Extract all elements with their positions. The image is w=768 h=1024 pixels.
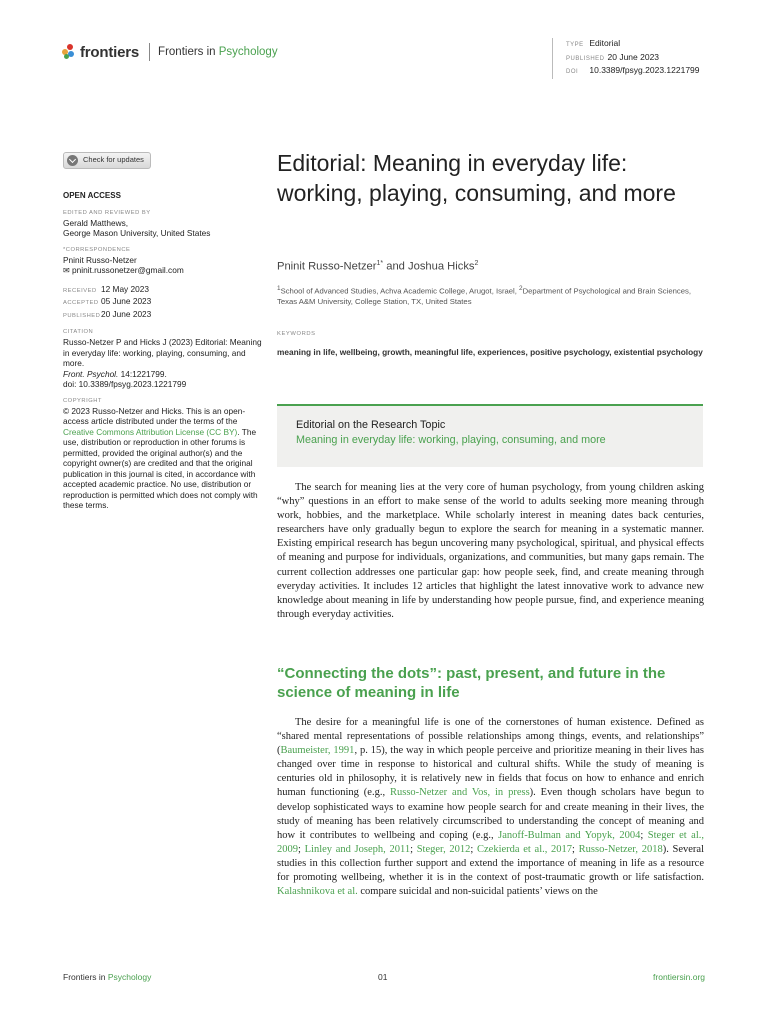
keywords-label: KEYWORDS xyxy=(277,331,316,337)
section-heading: “Connecting the dots”: past, present, and future in the science of meaning in life xyxy=(277,665,666,701)
reference-link[interactable]: Kalashnikova et al. xyxy=(277,886,358,898)
page-header xyxy=(62,38,708,78)
keywords: meaning in life, wellbeing, growth, meaningful life, experiences, positive psychology, existential psychology xyxy=(277,347,703,357)
body-paragraph: The desire for a meaningful life is one of the cornerstones of human existence. Defined as “shared mental representations of possible relationships among things, events, and relationships” (Baumeister, 1991, p. 15), the way in which people perceive and prioritize meaning in their lives has changed over time in response to historical and cultural shifts. While the study of meaning is centuries old in philosophy, it is relatively new in fields that focus on how to enhance and enrich human functioning (e.g., Russo-Netzer and Vos, in press). Even though scholars have begun to develop sophisticated ways to examine how people search for and create meaning in their lives, the study of meaning has been relatively circumscribed to understanding the concept of meaning and how it contributes to wellbeing and coping (e.g., Janoff-Bulman and Yopyk, 2004; Steger et al., 2009; Linley and Joseph, 2011; Steger, 2012; Czekierda et al., 2017; Russo-Netzer, 2018). Several studies in this collection further support and extend the importance of meaning in life as a resource for promoting wellbeing, whether it is in the context of post-traumatic growth or life satisfaction. Kalashnikova et al. compare suicidal and non-suicidal patients’ views on the xyxy=(277,717,705,898)
correspondence-email[interactable]: ✉ pninit.russonetzer@gmail.com xyxy=(63,265,184,275)
reference-link[interactable]: Linley and Joseph, 2011 xyxy=(304,843,411,855)
research-topic-box xyxy=(277,404,703,467)
page-number: 01 xyxy=(378,972,388,982)
check-icon xyxy=(67,155,78,166)
reference-link[interactable]: Baumeister, 1991 xyxy=(280,745,355,757)
reference-link[interactable]: Steger et al., 2009 xyxy=(277,829,705,855)
cc-license-link[interactable]: Creative Commons Attribution License (CC BY) xyxy=(63,426,238,437)
body-paragraph: The search for meaning lies at the very core of human psychology, from young children asking “why” questions in an effort to make sense of the world to adults seeking more meaning through work, hobbies, and the marketplace. While scholarly interest in meaning dates back centuries, researchers have only gradually begun to explore the search for meaning in a systematic manner. Existing empirical research has begun uncovering many psychological, spiritual, and physical effects of meaning and purpose for individuals, organizations, and communities, but many gaps remain. The current collection addresses one particular gap: how people seek, find, and create meaning through everyday activities. It includes 12 articles that highlight the latest innovative work to advance new knowledge about meaning in life by understanding how people pursue, find, and experience meaning through everyday activities. xyxy=(277,482,704,620)
footer-journal: Frontiers in Psychology xyxy=(63,972,152,982)
edited-by-section: EDITED AND REVIEWED BY Gerald Matthews, George Mason University, United States xyxy=(63,209,211,238)
copyright-section: COPYRIGHT © 2023 Russo-Netzer and Hicks. This is an open-access article distributed under the terms of the Creative Commons Attribution License (CC BY). The use, distribution or reproduction in other forums is permitted, provided the original author(s) and the copyright owner(s) are credited and that the original publication in this journal is cited, in accordance with accepted academic practice. No use, distribution or reproduction is permitted which does not comply with these terms. xyxy=(63,397,258,510)
meta-type: TYPE Editorial xyxy=(566,38,621,48)
open-access-label: OPEN ACCESS xyxy=(63,191,121,200)
reference-link[interactable]: Russo-Netzer, 2018 xyxy=(578,843,663,855)
check-updates-button[interactable]: Check for updates xyxy=(63,152,151,169)
reference-link[interactable]: Steger, 2012 xyxy=(416,843,471,855)
logo-divider xyxy=(149,43,150,61)
authors: Pninit Russo-Netzer$^{1*}$ and Joshua Hicks$^2$ xyxy=(277,260,479,273)
correspondence-section: *CORRESPONDENCE Pninit Russo-Netzer ✉ pninit.russonetzer@gmail.com xyxy=(63,246,263,277)
reference-link[interactable]: Russo-Netzer and Vos, in press xyxy=(389,787,530,799)
affiliations: $^1$School of Advanced Studies, Achva Academic College, Arugot, Israel, $^2$Department of Psychological and Brain Sciences, Texas A&M University, College Station, TX, United States xyxy=(277,285,691,306)
dates-section: RECEIVED 12 May 2023 ACCEPTED 05 June 2023 PUBLISHED20 June 2023 xyxy=(63,283,152,319)
brand-name: frontiers xyxy=(80,43,140,61)
topic-link[interactable]: Meaning in everyday life: working, playing, consuming, and more xyxy=(296,434,606,446)
reference-link[interactable]: Janoff-Bulman and Yopyk, 2004 xyxy=(498,829,641,841)
topic-heading: Editorial on the Research Topic xyxy=(296,419,446,431)
meta-doi: DOI 10.3389/fpsyg.2023.1221799 xyxy=(566,65,700,75)
author-link[interactable]: Pninit Russo-Netzer xyxy=(277,260,377,273)
author-link[interactable]: Joshua Hicks xyxy=(408,260,475,273)
footer-site-link[interactable]: frontiersin.org xyxy=(653,972,705,982)
reference-link[interactable]: Czekierda et al., 2017 xyxy=(477,843,573,855)
article-title: Editorial: Meaning in everyday life: working, playing, consuming, and more xyxy=(277,150,676,206)
frontiers-logo-icon xyxy=(62,44,76,60)
article-meta xyxy=(552,38,700,79)
citation-section: CITATION Russo-Netzer P and Hicks J (2023) Editorial: Meaning in everyday life: working, playing, consuming, and more. Front. Psychol. 14:1221799. doi: 10.3389/fpsyg.2023.1221799 xyxy=(63,329,262,389)
sidebar xyxy=(63,152,263,511)
mail-icon: ✉ xyxy=(63,266,70,275)
journal-name: Frontiers in Psychology xyxy=(158,46,278,58)
frontiers-logo[interactable] xyxy=(62,42,278,62)
meta-published: PUBLISHED 20 June 2023 xyxy=(566,51,660,62)
